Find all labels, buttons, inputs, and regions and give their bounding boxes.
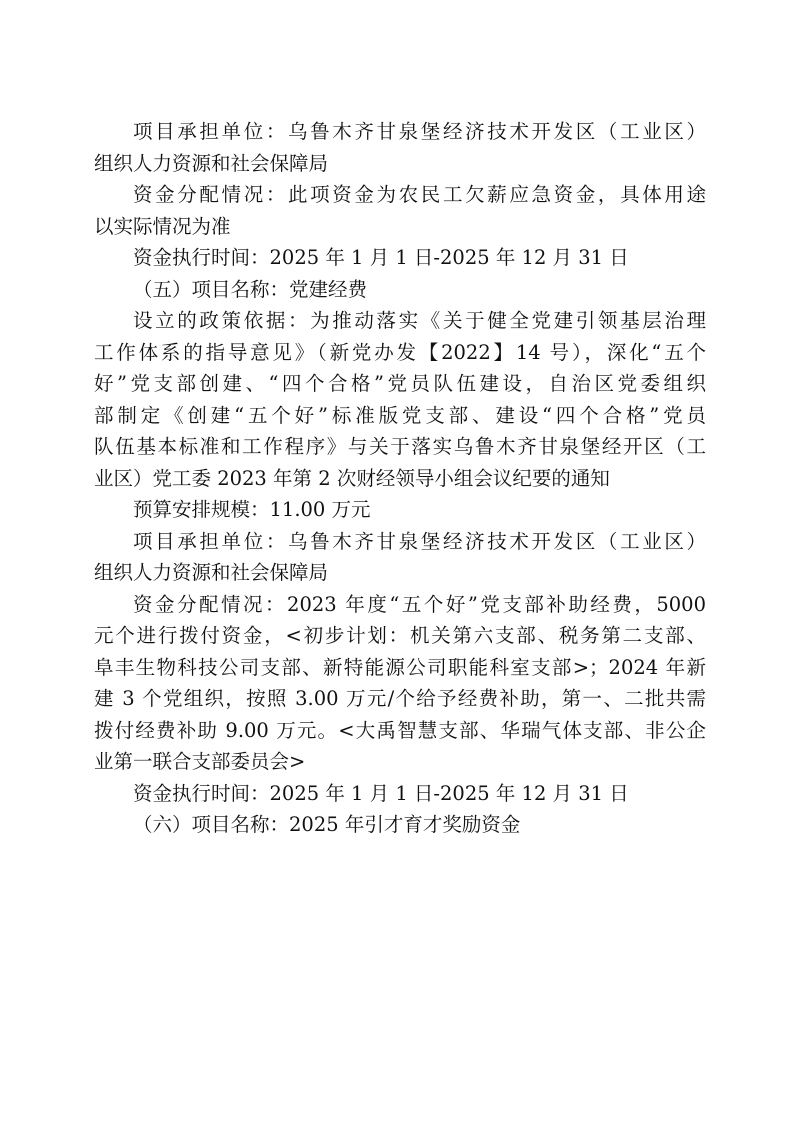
text-line: 资金分配情况：此项资金为农民工欠薪应急资金，具体用途 <box>133 183 706 206</box>
text-line: 资金执行时间：2025 年 1 月 1 日-2025 年 12 月 31 日 <box>133 246 629 269</box>
text-line: （六）项目名称：2025 年引才育才奖励资金 <box>133 813 521 836</box>
text-line: 阜丰生物科技公司支部、新特能源公司职能科室支部>；2024 年新 <box>94 655 706 679</box>
text-line: 好”党支部创建、“四个合格”党员队伍建设，自治区党委组织 <box>94 372 706 395</box>
text-line: 预算安排规模：11.00 万元 <box>133 498 371 521</box>
text-line: 设立的政策依据：为推动落实《关于健全党建引领基层治理 <box>133 309 706 332</box>
text-line: 部制定《创建“五个好”标准版党支部、建设“四个合格”党员 <box>94 403 706 427</box>
text-line: 组织人力资源和社会保障局 <box>94 151 329 175</box>
text-line: （五）项目名称：党建经费 <box>133 277 368 301</box>
text-line: 资金执行时间：2025 年 1 月 1 日-2025 年 12 月 31 日 <box>133 781 629 805</box>
text-line: 建 3 个党组织，按照 3.00 万元/个给予经费补助，第一、二批共需 <box>94 687 706 710</box>
text-line: 业区）党工委 2023 年第 2 次财经领导小组会议纪要的通知 <box>94 466 610 490</box>
text-line: 拨付经费补助 9.00 万元。<大禹智慧支部、华瑞气体支部、非公企 <box>94 718 706 742</box>
text-line: 业第一联合支部委员会> <box>94 750 306 773</box>
text-line: 资金分配情况：2023 年度“五个好”党支部补助经费，5000 <box>133 592 706 616</box>
text-line: 项目承担单位：乌鲁木齐甘泉堡经济技术开发区（工业区） <box>133 529 706 553</box>
text-line: 项目承担单位：乌鲁木齐甘泉堡经济技术开发区（工业区） <box>133 120 706 143</box>
document-body <box>94 116 706 841</box>
text-line: 元个进行拨付资金，<初步计划：机关第六支部、税务第二支部、 <box>94 624 706 647</box>
text-line: 组织人力资源和社会保障局 <box>94 561 329 584</box>
text-line: 工作体系的指导意见》（新党办发【2022】14 号），深化“五个 <box>94 340 706 364</box>
text-line: 以实际情况为准 <box>94 214 231 238</box>
text-line: 队伍基本标准和工作程序》与关于落实乌鲁木齐甘泉堡经开区（工 <box>94 435 706 458</box>
